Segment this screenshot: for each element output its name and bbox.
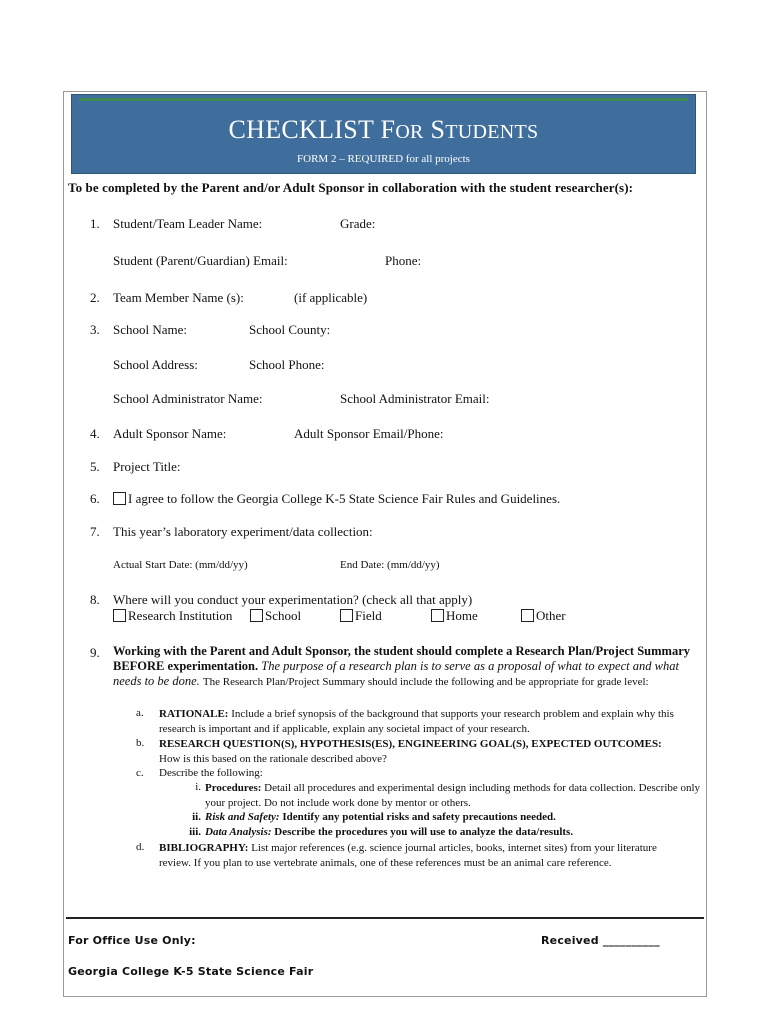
other-label: Other <box>536 608 566 623</box>
location-option-home[interactable] <box>431 608 478 624</box>
adult-sponsor-contact-label[interactable]: Adult Sponsor Email/Phone: <box>294 426 444 441</box>
title-for-cap: F <box>380 115 396 144</box>
rationale-heading: RATIONALE: <box>159 708 229 720</box>
intro-instructions: To be completed by the Parent and/or Adult Sponsor in collaboration with the student researcher(s): <box>68 180 634 195</box>
agree-checkbox[interactable] <box>113 492 126 505</box>
fair-name: Georgia College K-5 State Science Fair <box>68 965 314 978</box>
agree-rules-option[interactable] <box>113 491 560 507</box>
other-checkbox[interactable] <box>521 609 534 622</box>
sub-item-marker: c. <box>136 767 144 779</box>
footer-divider <box>66 917 704 919</box>
student-email-label[interactable]: Student (Parent/Guardian) Email: <box>113 253 288 268</box>
sub-item-marker: d. <box>136 841 145 853</box>
team-member-label[interactable]: Team Member Name (s): <box>113 290 244 305</box>
data-analysis-heading: Data Analysis: <box>205 826 272 838</box>
location-option-school[interactable] <box>250 608 301 624</box>
project-title-label[interactable]: Project Title: <box>113 459 181 474</box>
sub-sub-marker: ii. <box>192 811 201 823</box>
grade-label[interactable]: Grade: <box>340 216 376 231</box>
data-analysis-text: Describe the procedures you will use to analyze the data/results. <box>274 826 574 838</box>
bibliography-heading: BIBLIOGRAPHY: <box>159 842 249 854</box>
office-use-label: For Office Use Only: <box>68 934 196 947</box>
describe-following: Describe the following: <box>159 767 263 779</box>
school-label: School <box>265 608 302 623</box>
header-banner <box>71 94 696 174</box>
research-question-heading: RESEARCH QUESTION(S), HYPOTHESIS(ES), ENGINEERING GOAL(S), EXPECTED OUTCOMES: <box>159 738 662 750</box>
risk-safety-item <box>205 811 556 823</box>
title-checklist: CHECKLIST <box>228 115 374 144</box>
research-institution-label: Research Institution <box>128 608 233 623</box>
leader-name-label[interactable]: Student/Team Leader Name: <box>113 216 263 231</box>
title-students: TUDENTS <box>445 121 539 143</box>
item-number: 9. <box>90 645 100 660</box>
research-question-item <box>159 737 679 766</box>
research-plan-intro <box>113 644 701 690</box>
risk-safety-text: Identify any potential risks and safety precautions needed. <box>282 811 556 823</box>
location-option-other[interactable] <box>521 608 566 624</box>
rationale-text: Include a brief synopsis of the background that supports your research problem and explain why this research is important and if applicable, explain any societal impact of your research. <box>159 708 674 735</box>
sub-item-marker: a. <box>136 707 144 719</box>
item-number: 3. <box>90 322 100 337</box>
procedures-item <box>205 781 701 810</box>
item-number: 6. <box>90 491 100 506</box>
school-admin-label[interactable]: School Administrator Name: <box>113 391 263 406</box>
field-checkbox[interactable] <box>340 609 353 622</box>
school-address-label[interactable]: School Address: <box>113 357 198 372</box>
item-number: 7. <box>90 524 100 539</box>
title-for: OR <box>395 121 424 143</box>
form-title <box>72 115 695 145</box>
item-number: 8. <box>90 592 100 607</box>
school-admin-email-label[interactable]: School Administrator Email: <box>340 391 490 406</box>
item-number: 2. <box>90 290 100 305</box>
team-member-note: (if applicable) <box>294 290 368 305</box>
item-number: 4. <box>90 426 100 441</box>
bibliography-text: List major references (e.g. science journal articles, books, internet sites) from your literature review. If you plan to use vertebrate animals, one of these references must be an animal care reference. <box>159 842 657 869</box>
procedures-text: Detail all procedures and experimental design including methods for data collection. Describe only your project. Do not include work done by mentor or others. <box>205 782 701 809</box>
location-question: Where will you conduct your experimentation? (check all that apply) <box>113 592 473 607</box>
school-county-label[interactable]: School County: <box>249 322 331 337</box>
item-number: 5. <box>90 459 100 474</box>
sub-item-marker: b. <box>136 737 145 749</box>
lab-experiment-label: This year’s laboratory experiment/data collection: <box>113 524 373 539</box>
bibliography-item <box>159 841 691 870</box>
research-question-text: How is this based on the rationale described above? <box>159 752 387 765</box>
rationale-item <box>159 707 699 736</box>
received-field[interactable]: Received __________ <box>541 934 660 947</box>
school-phone-label[interactable]: School Phone: <box>249 357 325 372</box>
start-date-label[interactable]: Actual Start Date: (mm/dd/yy) <box>113 559 248 571</box>
home-label: Home <box>446 608 478 623</box>
adult-sponsor-label[interactable]: Adult Sponsor Name: <box>113 426 227 441</box>
school-name-label[interactable]: School Name: <box>113 322 188 337</box>
home-checkbox[interactable] <box>431 609 444 622</box>
location-option-research[interactable] <box>113 608 232 624</box>
research-plan-bold: Working with the Parent and Adult Sponsor, the student should complete a Research Plan/Project Summary BEFORE experimentation. <box>113 644 691 673</box>
form-subtitle: FORM 2 – REQUIRED for all projects <box>297 153 470 165</box>
end-date-label[interactable]: End Date: (mm/dd/yy) <box>340 559 440 571</box>
procedures-heading: Procedures: <box>205 782 262 794</box>
sub-sub-marker: i. <box>195 781 201 793</box>
header-accent-rule <box>79 98 688 101</box>
sub-sub-marker: iii. <box>189 826 201 838</box>
item-number: 1. <box>90 216 100 231</box>
school-checkbox[interactable] <box>250 609 263 622</box>
agree-rules-text: I agree to follow the Georgia College K-5 State Science Fair Rules and Guidelines. <box>128 491 561 506</box>
title-students-cap: S <box>430 115 446 144</box>
location-option-field[interactable] <box>340 608 382 624</box>
research-plan-italic: The purpose of a research plan is to serve as a proposal of what to expect and what needs to be done. <box>113 659 679 688</box>
field-label: Field <box>355 608 382 623</box>
risk-safety-heading: Risk and Safety: <box>205 811 280 823</box>
data-analysis-item <box>205 826 573 838</box>
research-plan-rest: The Research Plan/Project Summary should include the following and be appropriate for grade level: <box>202 676 649 688</box>
research-institution-checkbox[interactable] <box>113 609 126 622</box>
phone-label[interactable]: Phone: <box>385 253 422 268</box>
